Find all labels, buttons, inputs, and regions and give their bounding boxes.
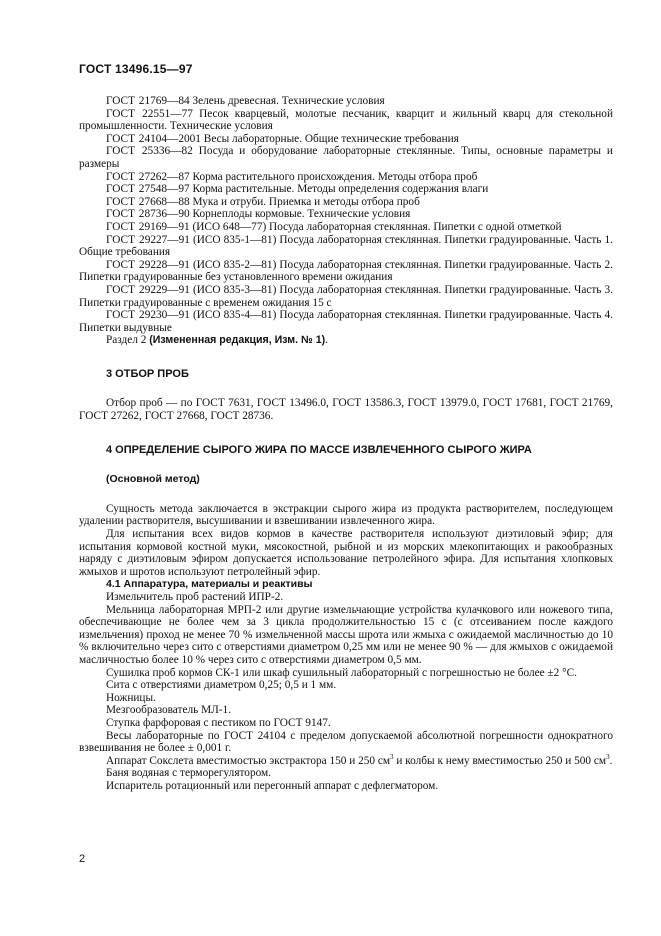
reference-item: ГОСТ 27548—97 Корма растительные. Методы определения содержания влаги [106,183,489,196]
document-body [79,95,613,793]
section-4-heading: 4 ОПРЕДЕЛЕНИЕ СЫРОГО ЖИРА ПО МАССЕ ИЗВЛЕЧЕННОГО СЫРОГО ЖИРА [106,443,532,456]
section-4-paragraph: Сущность метода заключается в экстракции сырого жира из продукта растворителем, последующем удалении растворителя, высушивании и взвешивании извлеченного жира. [79,502,613,528]
section-3-heading: 3 ОТБОР ПРОБ [106,367,189,380]
equipment-item: Ступка фарфоровая с пестиком по ГОСТ 9147. [106,716,331,729]
equipment-item: Измельчитель проб растений ИПР-2. [106,591,284,603]
equipment-item: Сушилка проб кормов СК-1 или шкаф сушильный лабораторный с погрешностью не более ±2 °С. [106,666,577,679]
section-4-paragraph: Для испытания всех видов кормов в качестве растворителя используют диэтиловый эфир; для испытания кормовой костной муки, мясокостной, рыбной и из морских млекопитающих и ракообразных наряду с диэтиловым эфиром допускается использование петролейного эфира. Для испытания хлопковых жмыхов и шротов используют петролейный эфир. [79,528,613,578]
reference-item: ГОСТ 21769—84 Зелень древесная. Технические условия [106,95,385,107]
equipment-item: Ножницы. [106,691,156,704]
reference-item: ГОСТ 29227—91 (ИСО 835-1—81) Посуда лабораторная стеклянная. Пипетки градуированные. Часть 1. Общие требования [79,233,613,259]
equipment-item: Сита с отверстиями диаметром 0,25; 0,5 и 1 мм. [106,679,337,692]
reference-item: ГОСТ 25336—82 Посуда и оборудование лабораторные стеклянные. Типы, основные параметры и размеры [79,145,613,170]
equipment-item: Весы лабораторные по ГОСТ 24104 с пределом допускаемой абсолютной погрешности однократного взвешивания не более ± 0,001 г. [79,729,613,755]
reference-item: ГОСТ 22551—77 Песок кварцевый, молотые песчаник, кварцит и жильный кварц для стекольной промышленности. Технические условия [79,107,614,133]
equipment-item: Баня водяная с терморегулятором. [106,767,272,780]
reference-item: ГОСТ 27668—88 Мука и отруби. Приемка и методы отбора проб [106,195,420,208]
reference-item: ГОСТ 29229—91 (ИСО 835-3—81) Посуда лабораторная стеклянная. Пипетки градуированные. Часть 3. Пипетки градуированные с временем ожидания 15 с [79,283,613,309]
section-4-subheading: (Основной метод) [106,473,200,486]
reference-item: ГОСТ 29228—91 (ИСО 835-2—81) Посуда лабораторная стеклянная. Пипетки градуированные. Часть 2. Пипетки градуированные без установленного времени ожидания [79,258,613,284]
amendment-note: Раздел 2 (Измененная редакция, Изм. № 1). [106,334,328,347]
equipment-item: Мельница лабораторная МРП-2 или другие измельчающие устройства кулачкового или ножевого типа, обеспечивающие не более чем за 3 цикла продолжительностью 15 с (с отсеиванием после каждого измельчения) проход не менее 70 % измельченной массы шрота или жмыха с ожидаемой масличностью до 10 % включительно через сито с отверстиями диаметром 0,25 мм или не менее 90 % — для жмыхов с ожидаемой масличностью более 10 % через сито с отверстиями диаметром 0,5 мм. [79,603,613,666]
equipment-item: Аппарат Сокслета вместимостью экстрактора 150 и 250 $см^3$ и колбы к нему вместимостью 250 и 500 $см^3$. [106,752,613,767]
section-3-text: Отбор проб — по ГОСТ 7631, ГОСТ 13496.0, ГОСТ 13586.3, ГОСТ 13979.0, ГОСТ 17681, ГОСТ 21769, ГОСТ 27262, ГОСТ 27668, ГОСТ 28736. [79,397,613,423]
page-number: 2 [79,853,86,865]
reference-item: ГОСТ 24104—2001 Весы лабораторные. Общие технические требования [106,132,459,145]
reference-item: ГОСТ 29169—91 (ИСО 648—77) Посуда лабораторная стеклянная. Пипетки с одной отметкой [106,220,562,233]
reference-item: ГОСТ 28736—90 Корнеплоды кормовые. Технические условия [106,208,411,221]
reference-item: ГОСТ 29230—91 (ИСО 835-4—81) Посуда лабораторная стеклянная. Пипетки градуированные. Часть 4. Пипетки выдувные [79,309,613,334]
subsection-4-1-heading: 4.1 Аппаратура, материалы и реактивы [106,578,313,591]
document-header: ГОСТ 13496.15—97 [79,62,193,76]
reference-item: ГОСТ 27262—87 Корма растительного происхождения. Методы отбора проб [106,170,478,183]
references-list [79,95,613,347]
equipment-item: Испаритель ротационный или перегонный аппарат с дефлегматором. [106,779,439,792]
equipment-item: Мезгообразователь МЛ-1. [106,704,232,717]
